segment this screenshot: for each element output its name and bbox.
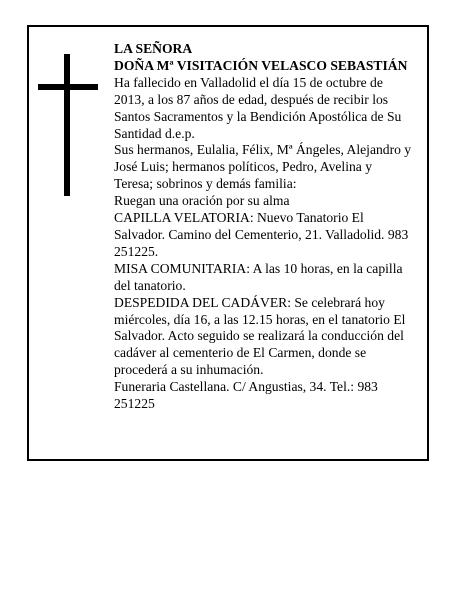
chapel-info: CAPILLA VELATORIA: Nuevo Tanatorio El Salvador. Camino del Cementerio, 21. Valladolid. 983 251225. — [114, 210, 409, 259]
cross-vertical-bar — [64, 54, 70, 196]
prayer-request: Ruegan una oración por su alma — [114, 193, 290, 209]
mass-info: MISA COMUNITARIA: A las 10 horas, en la capilla del tanatorio. — [114, 260, 403, 293]
death-announcement: Ha fallecido en Valladolid el día 15 de octubre de 2013, a los 87 años de edad, después de recibir los Santos Sacramentos y la Bendición Apostólica de Su Santidad d.e.p. — [114, 74, 402, 141]
notice-body — [114, 41, 414, 413]
family-list: Sus hermanos, Eulalia, Félix, Mª Ángeles, Alejandro y José Luis; hermanos políticos, Pedro, Avelina y Teresa; sobrinos y demás familia: — [114, 142, 412, 192]
notice-title: LA SEÑORA — [114, 41, 193, 56]
farewell-info: DESPEDIDA DEL CADÁVER: Se celebrará hoy miércoles, día 16, a las 12.15 horas, en el tanatorio El Salvador. Acto seguido se realizará la conducción del cadáver al cementerio de El Carmen, donde se procederá a su inhumación. — [114, 294, 406, 378]
funeral-home-info: Funeraria Castellana. C/ Angustias, 34. Tel.: 983 251225 — [114, 379, 378, 412]
cross-horizontal-bar — [38, 84, 98, 90]
deceased-name: DOÑA Mª VISITACIÓN VELASCO SEBASTIÁN — [114, 57, 408, 73]
